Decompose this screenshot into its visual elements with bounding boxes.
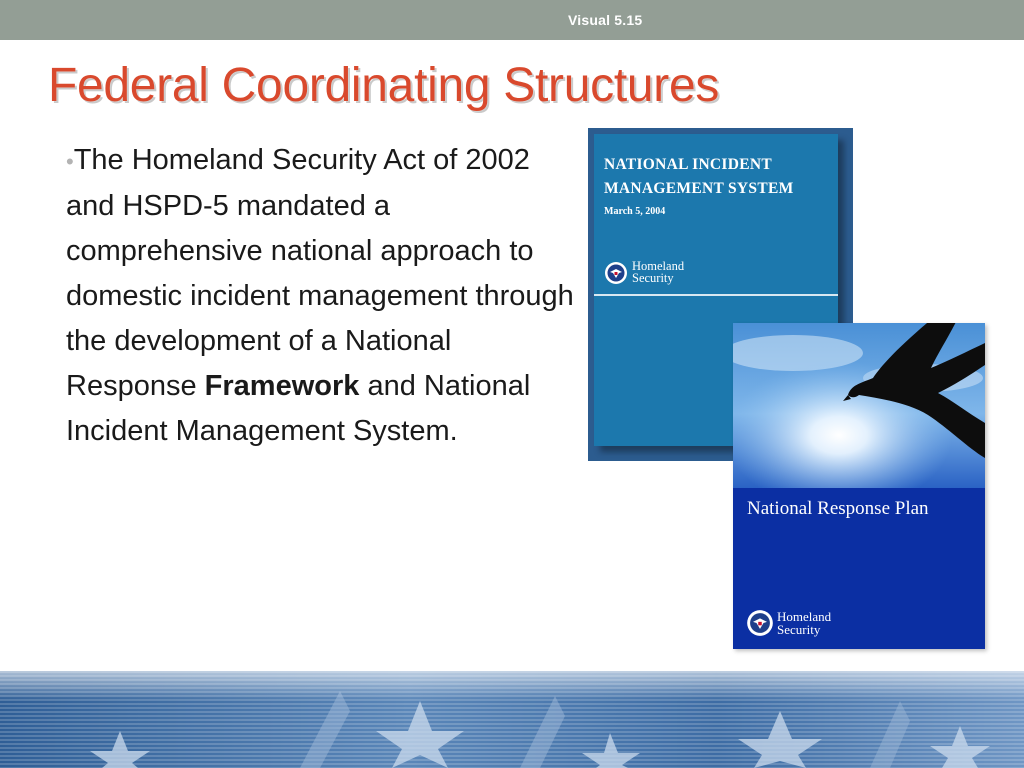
nrp-dhs-line1: Homeland: [777, 609, 832, 624]
nims-title-line2: MANAGEMENT SYSTEM: [604, 180, 794, 197]
nrp-document-cover: [733, 323, 985, 649]
bullet-text-before: The Homeland Security Act of 2002 and HSPD-5 mandated a comprehensive national approach to domestic incident management through the development of a National Response: [66, 144, 574, 402]
nims-cover-title: [604, 153, 834, 201]
dhs-seal-icon: [604, 261, 628, 285]
dhs-seal-icon: [746, 609, 774, 637]
nims-dhs-line2: Security: [632, 271, 674, 285]
nims-cover-date: March 5, 2004: [604, 206, 666, 217]
nims-cover-divider: [594, 294, 838, 296]
bullet-bold-word: Framework: [204, 370, 360, 402]
nrp-dhs-wordmark: [777, 610, 831, 636]
slide-title: Federal Coordinating Structures: [48, 59, 720, 112]
top-bar: [0, 0, 1024, 40]
nims-title-line1: NATIONAL INCIDENT: [604, 156, 773, 173]
bullet-text-after: and National Incident Management System.: [66, 370, 531, 447]
nrp-cover-title: National Response Plan: [747, 498, 929, 519]
visual-label: Visual 5.15: [568, 12, 643, 28]
bullet-marker: •: [66, 149, 74, 174]
nrp-dhs-line2: Security: [777, 622, 821, 637]
footer-banner: [0, 671, 1024, 768]
nims-dhs-line1: Homeland: [632, 259, 685, 273]
eagle-sky-image: [733, 323, 985, 488]
nims-dhs-wordmark: [632, 260, 684, 284]
bullet-paragraph: [66, 138, 586, 454]
